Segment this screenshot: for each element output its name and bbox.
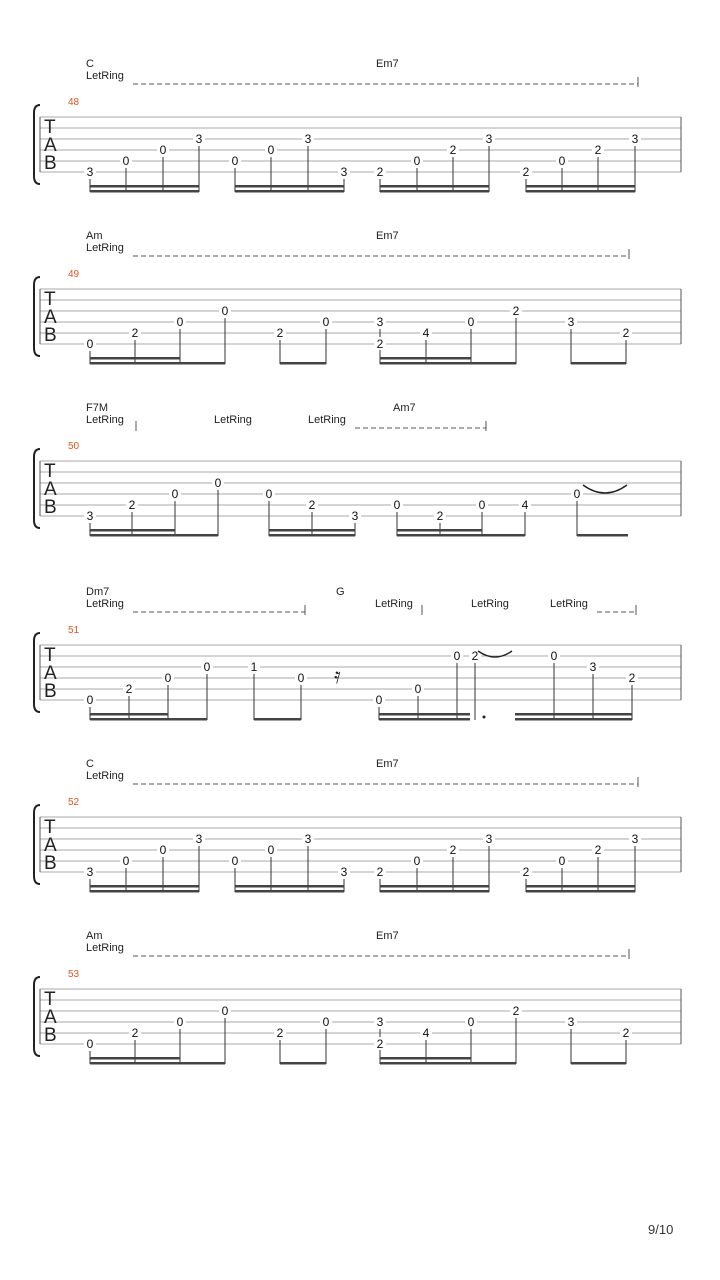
tab-clef-letter: A	[44, 663, 57, 684]
staff-bracket	[34, 805, 40, 884]
measure-number: 50	[68, 441, 80, 452]
tab-clef-letter: B	[44, 497, 57, 518]
fret-number: 1	[250, 660, 258, 674]
measure-number: 53	[68, 969, 80, 980]
fret-number: 0	[550, 649, 558, 663]
beam	[235, 885, 344, 888]
chord-name: Em7	[376, 758, 399, 770]
beam	[397, 529, 482, 532]
beam	[571, 362, 626, 365]
fret-number: 0	[86, 1037, 94, 1051]
fret-number: 3	[567, 1015, 575, 1029]
rest-symbol: 𝄿	[334, 663, 341, 688]
letring-label: LetRing	[86, 942, 124, 954]
beam	[90, 1057, 180, 1060]
fret-number: 3	[86, 865, 94, 879]
tab-system	[34, 586, 681, 721]
fret-number: 2	[512, 304, 520, 318]
beam	[380, 885, 489, 888]
fret-number: 3	[340, 865, 348, 879]
fret-number: 2	[376, 1037, 384, 1051]
fret-number: 0	[478, 498, 486, 512]
letring-label: LetRing	[86, 598, 124, 610]
tab-clef-letter: B	[44, 1025, 57, 1046]
beam	[577, 534, 628, 537]
chord-name: C	[86, 758, 94, 770]
fret-number: 0	[558, 154, 566, 168]
tab-clef-letter: T	[44, 989, 56, 1010]
beam	[380, 185, 489, 188]
fret-number: 3	[589, 660, 597, 674]
staff-bracket	[34, 633, 40, 712]
fret-number: 2	[276, 326, 284, 340]
beam	[235, 185, 344, 188]
beam	[515, 713, 632, 716]
letring-label: LetRing	[375, 598, 413, 610]
staff-bracket	[34, 449, 40, 528]
fret-number: 3	[376, 315, 384, 329]
fret-number: 3	[485, 132, 493, 146]
tab-clef-letter: A	[44, 135, 57, 156]
measure-number: 51	[68, 625, 80, 636]
fret-number: 2	[131, 326, 139, 340]
chord-name: Am	[86, 230, 103, 242]
beam	[379, 718, 470, 721]
measure-number: 48	[68, 97, 80, 108]
fret-number: 0	[164, 671, 172, 685]
tab-clef-letter: T	[44, 289, 56, 310]
page-number: 9/10	[648, 1222, 674, 1237]
tie-arc	[583, 485, 627, 493]
beam	[571, 1062, 626, 1065]
fret-number: 0	[122, 854, 130, 868]
fret-number: 2	[276, 1026, 284, 1040]
letring-label: LetRing	[86, 70, 124, 82]
chord-name: Am	[86, 930, 103, 942]
fret-number: 3	[195, 832, 203, 846]
beam	[90, 362, 225, 365]
chord-name: Am7	[393, 402, 416, 414]
beam	[380, 890, 489, 893]
fret-number: 0	[159, 143, 167, 157]
chord-name: Em7	[376, 230, 399, 242]
staff-bracket	[34, 105, 40, 184]
beam	[254, 718, 301, 721]
staff-bracket	[34, 977, 40, 1056]
fret-number: 2	[471, 649, 479, 663]
beam	[235, 890, 344, 893]
beam	[526, 185, 635, 188]
letring-label: LetRing	[86, 414, 124, 426]
beam	[90, 534, 218, 537]
staff-bracket	[34, 277, 40, 356]
fret-number: 0	[86, 337, 94, 351]
tab-system	[34, 930, 681, 1065]
fret-number: 0	[176, 315, 184, 329]
fret-number: 0	[171, 487, 179, 501]
tab-clef-letter: A	[44, 479, 57, 500]
fret-number: 3	[567, 315, 575, 329]
tab-system	[34, 758, 681, 893]
letring-label: LetRing	[308, 414, 346, 426]
fret-number: 4	[422, 1026, 430, 1040]
beam	[380, 1057, 471, 1060]
fret-number: 2	[128, 498, 136, 512]
tab-clef-letter: B	[44, 681, 57, 702]
tab-system	[34, 230, 681, 365]
fret-number: 2	[125, 682, 133, 696]
fret-number: 2	[622, 326, 630, 340]
fret-number: 0	[221, 1004, 229, 1018]
fret-number: 2	[449, 843, 457, 857]
fret-number: 2	[449, 143, 457, 157]
fret-number: 0	[122, 154, 130, 168]
fret-number: 0	[231, 154, 239, 168]
fret-number: 2	[308, 498, 316, 512]
fret-number: 2	[522, 865, 530, 879]
fret-number: 0	[231, 854, 239, 868]
tab-clef-letter: B	[44, 853, 57, 874]
measure-number: 49	[68, 269, 80, 280]
fret-number: 3	[485, 832, 493, 846]
beam	[90, 190, 199, 193]
beam	[90, 185, 199, 188]
chord-name: Em7	[376, 930, 399, 942]
letring-label: LetRing	[471, 598, 509, 610]
fret-number: 0	[322, 1015, 330, 1029]
tab-clef-letter: A	[44, 835, 57, 856]
fret-number: 0	[573, 487, 581, 501]
fret-number: 2	[522, 165, 530, 179]
fret-number: 4	[422, 326, 430, 340]
beam	[90, 529, 175, 532]
beam	[515, 718, 632, 721]
beam	[269, 534, 355, 537]
beam	[526, 190, 635, 193]
fret-number: 3	[304, 832, 312, 846]
chord-name: C	[86, 58, 94, 70]
chord-name: G	[336, 586, 345, 598]
fret-number: 0	[413, 154, 421, 168]
beam	[90, 357, 180, 360]
fret-number: 0	[453, 649, 461, 663]
fret-number: 3	[304, 132, 312, 146]
fret-number: 2	[376, 165, 384, 179]
dot	[483, 716, 486, 719]
fret-number: 2	[594, 143, 602, 157]
fret-number: 0	[86, 693, 94, 707]
beam	[380, 362, 516, 365]
beam	[280, 362, 326, 365]
beam	[380, 190, 489, 193]
tab-system	[34, 58, 681, 193]
fret-number: 2	[628, 671, 636, 685]
letring-label: LetRing	[550, 598, 588, 610]
fret-number: 0	[267, 143, 275, 157]
fret-number: 3	[351, 509, 359, 523]
beam	[90, 713, 168, 716]
fret-number: 0	[267, 843, 275, 857]
chord-name: F7M	[86, 402, 108, 414]
fret-number: 0	[467, 315, 475, 329]
beam	[526, 885, 635, 888]
fret-number: 3	[86, 509, 94, 523]
beam	[269, 529, 355, 532]
fret-number: 2	[376, 337, 384, 351]
beam	[90, 885, 199, 888]
tab-clef-letter: T	[44, 645, 56, 666]
fret-number: 0	[414, 682, 422, 696]
fret-number: 3	[86, 165, 94, 179]
fret-number: 0	[322, 315, 330, 329]
fret-number: 0	[413, 854, 421, 868]
letring-label: LetRing	[86, 242, 124, 254]
fret-number: 2	[512, 1004, 520, 1018]
beam	[526, 890, 635, 893]
chord-name: Em7	[376, 58, 399, 70]
fret-number: 2	[376, 865, 384, 879]
fret-number: 3	[631, 832, 639, 846]
fret-number: 0	[393, 498, 401, 512]
fret-number: 2	[594, 843, 602, 857]
beam	[380, 357, 471, 360]
fret-number: 2	[131, 1026, 139, 1040]
beam	[380, 1062, 516, 1065]
tab-clef-letter: T	[44, 117, 56, 138]
fret-number: 0	[375, 693, 383, 707]
beam	[235, 190, 344, 193]
tab-clef-letter: B	[44, 153, 57, 174]
tab-clef-letter: T	[44, 817, 56, 838]
tab-clef-letter: T	[44, 461, 56, 482]
beam	[90, 890, 199, 893]
fret-number: 3	[340, 165, 348, 179]
letring-label: LetRing	[214, 414, 252, 426]
fret-number: 0	[558, 854, 566, 868]
fret-number: 2	[436, 509, 444, 523]
tab-system	[34, 402, 681, 537]
fret-number: 0	[297, 671, 305, 685]
beam	[90, 1062, 225, 1065]
fret-number: 0	[221, 304, 229, 318]
beam	[379, 713, 470, 716]
chord-name: Dm7	[86, 586, 110, 598]
beam	[90, 718, 207, 721]
fret-number: 0	[176, 1015, 184, 1029]
fret-number: 0	[214, 476, 222, 490]
beam	[280, 1062, 326, 1065]
letring-label: LetRing	[86, 770, 124, 782]
fret-number: 0	[203, 660, 211, 674]
tab-clef-letter: B	[44, 325, 57, 346]
fret-number: 2	[622, 1026, 630, 1040]
fret-number: 0	[467, 1015, 475, 1029]
fret-number: 3	[195, 132, 203, 146]
fret-number: 0	[159, 843, 167, 857]
tab-clef-letter: A	[44, 307, 57, 328]
fret-number: 3	[376, 1015, 384, 1029]
fret-number: 0	[265, 487, 273, 501]
tab-clef-letter: A	[44, 1007, 57, 1028]
fret-number: 3	[631, 132, 639, 146]
measure-number: 52	[68, 797, 80, 808]
beam	[397, 534, 525, 537]
fret-number: 4	[521, 498, 529, 512]
